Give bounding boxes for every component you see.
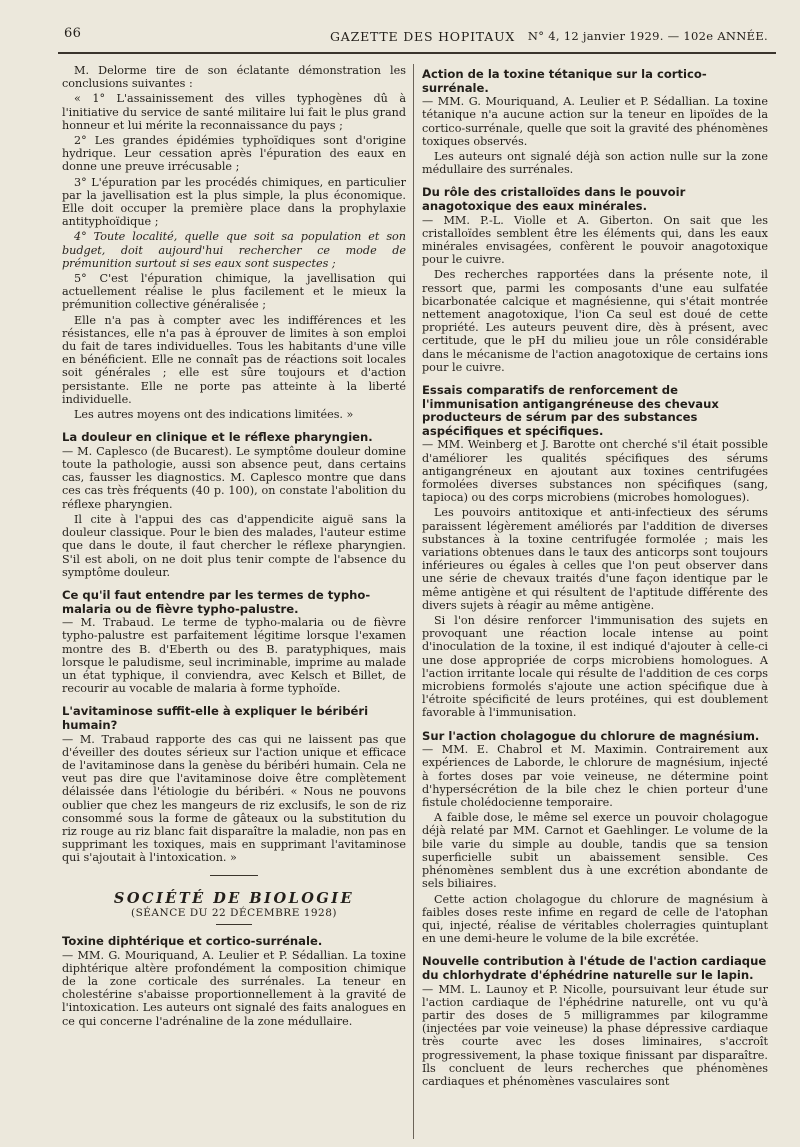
article-title: Action de la toxine tétanique sur la cortico-surrénale. [422, 67, 707, 95]
paragraph: — MM. E. Chabrol et M. Maximin. Contrairement aux expériences de Laborde, le chlorure de magnésium, injecté à fortes doses par voie veineuse, ne détermine point d'hypersécrétion de la bile chez le chien porteur d'une fistule cholédocienne temporaire. [422, 743, 768, 810]
article-title: Toxine diphtérique et cortico-surrénale. [62, 933, 323, 948]
paragraph: 5° C'est l'épuration chimique, la javellisation qui actuellement réalise le plus facilement et le mieux la prémunition collective généralisée ; [62, 272, 406, 312]
paragraph: — MM. G. Mouriquand, A. Leulier et P. Sédallian. La toxine diphtérique altère profondément la composition chimique de la zone corticale des surrénales. La teneur en cholestérine s'abaisse proportionnellement à la gravité de l'intoxication. Les auteurs ont signalé des faits analogues en ce qui concerne l'adrénaline de la zone médullaire. [62, 948, 406, 1028]
article-title: Essais comparatifs de renforcement de l'immunisation antigangréneuse des chevaux producteurs de sérum par des substances aspécifiques et spécifiques. [422, 383, 719, 438]
paragraph: Les pouvoirs antitoxique et anti-infectieux des sérums paraissent légèrement améliorés par l'addition de diverses substances à la toxine centrifugée formolée ; mais les variations obtenues dans le taux des anticorps sont toujours inférieures ou égales à celles que l'on peut observer dans une série de chevaux traités d'une façon identique par le même antigène et qui résultent de l'aptitude différente des divers sujets à réagir au même antigène. [422, 506, 768, 612]
column-divider [413, 64, 414, 1139]
paragraph: — MM. P.-L. Violle et A. Giberton. On sait que les cristalloïdes semblent être les éléments qui, dans les eaux minérales envisagées, confèrent le pouvoir anagotoxique pour le cuivre. [422, 213, 768, 267]
paragraph: Des recherches rapportées dans la présente note, il ressort que, parmi les composants d'une eau sulfatée bicarbonatée calcique et magnésienne, qui s'était montrée nettement anagotoxique, l'ion Ca seul est doué de cette propriété. Les auteurs peuvent dire, dès à présent, avec certitude, que le pH du milieu joue un rôle considérable dans le mécanisme de l'action anagotoxique de certains ions pour le cuivre. [422, 268, 768, 374]
article-heading [62, 589, 406, 616]
issue-info: N° 4, 12 janvier 1929. — 102e ANNÉE. [527, 29, 768, 43]
paragraph: Les auteurs ont signalé déjà son action nulle sur la zone médullaire des surrénales. [422, 150, 768, 177]
paragraph: 4° Toute localité, quelle que soit sa population et son budget, doit aujourd'hui rechercher ce mode de prémunition surtout si ses eaux sont suspectes ; [62, 230, 406, 270]
article-heading [422, 955, 768, 982]
paragraph: — M. Trabaud. Le terme de typho-malaria ou de fièvre typho-palustre est parfaitement légitime lorsque l'examen montre des B. d'Eberth ou des B. paratyphiques, mais lorsque le paludisme, seul incriminable, imprime au malade un état typhique, il conviendra, avec Kelsch et Billet, de recourir au vocable de malaria à forme typhoïde. [62, 616, 406, 696]
paragraph: — MM. L. Launoy et P. Nicolle, poursuivant leur étude sur l'action cardiaque de l'éphédrine naturelle, ont vu qu'à partir des doses de 5 milligrammes par kilogramme (injectées par voie veineuse) la phase dépressive cardiaque très courte avec les doses liminaires, s'accroît progressivement, la phase toxique finissant par disparaître. Ils concluent de leurs recherches que phénomènes cardiaques et phénomènes vasculaires sont [422, 982, 768, 1088]
paragraph: 2° Les grandes épidémies typhoïdiques sont d'origine hydrique. Leur cessation après l'épuration des eaux en donne une preuve irrécusable ; [62, 134, 406, 174]
article-title: Nouvelle contribution à l'étude de l'action cardiaque du chlorhydrate d'éphédrine naturelle sur le lapin. [422, 954, 767, 982]
left-column [62, 64, 406, 1139]
section-rule [216, 924, 252, 925]
article-heading [422, 186, 768, 213]
article-title: La douleur en clinique et le réflexe pharyngien. [62, 430, 373, 445]
paragraph: Cette action cholagogue du chlorure de magnésium à faibles doses reste infime en regard de celle de l'atophan qui, injecté, réalise de véritables cholerragies quintuplant en une demi-heure le volume de la bile excrétée. [422, 892, 768, 946]
paragraph: Si l'on désire renforcer l'immunisation des sujets en provoquant une réaction locale intense au point d'inoculation de la toxine, il est indiqué d'ajouter à celle-ci une dose appropriée de corps microbiens homologues. A l'action irritante locale qui résulte de l'addition de ces corps microbiens formolés s'ajoute une action spécifique due à l'étroite spécificité de leurs protéines, qui est doublement favorable à l'immunisation. [422, 614, 768, 720]
paragraph: Elle n'a pas à compter avec les indifférences et les résistances, elle n'a pas à éprouver de limites à son emploi du fait de tares individuelles. Tous les habitants d'une ville en bénéficient. Elle ne connaît pas de réactions soit locales soit générales ; elle est sûre toujours et d'action persistante. Elle ne porte pas atteinte à la liberté individuelle. [62, 313, 406, 406]
article-heading [422, 384, 768, 438]
paragraph: — M. Caplesco (de Bucarest). Le symptôme douleur domine toute la pathologie, aussi son absence peut, dans certains cas, fausser les diagnostics. M. Caplesco montre que dans ces cas très fréquents (40 p. 100), on constate l'abolition du réflexe pharyngien. [62, 444, 406, 511]
right-column [422, 64, 768, 1139]
paragraph: Les autres moyens ont des indications limitées. » [74, 408, 354, 422]
paragraph: — M. Trabaud rapporte des cas qui ne laissent pas que d'éveiller des doutes sérieux sur l'action unique et efficace de l'avitaminose dans la genèse du béribéri humain. Cela ne veut pas dire que l'avitaminose doive être complètement délaissée dans l'étiologie du béribéri. « Nous ne pouvons oublier que chez les mangeurs de riz exclusifs, le son de riz consommé sous la forme de gâteaux ou la substitution du riz rouge au riz blanc fait disparaître la maladie, non pas en supprimant les toxiques, mais en supprimant l'avitaminose qui s'ajoutait à l'intoxication. » [62, 732, 406, 865]
paragraph: — MM. Weinberg et J. Barotte ont cherché s'il était possible d'améliorer les qualités spécifiques des sérums antigangréneux en ajoutant aux toxines centrifugées formolées diverses substances non spécifiques (sang, tapioca) ou des corps microbiens (microbes homologues). [422, 438, 768, 505]
article-title: Sur l'action cholagogue du chlorure de magnésium. [422, 728, 760, 743]
paragraph: 3° L'épuration par les procédés chimiques, en particulier par la javellisation est la plus simple, la plus économique. Elle doit occuper la première place dans la prophylaxie antityphoïdique ; [62, 175, 406, 229]
article-heading [422, 68, 768, 95]
page-header [62, 24, 774, 50]
article-title: Du rôle des cristalloïdes dans le pouvoir anagotoxique des eaux minérales. [422, 185, 686, 213]
article-title: Ce qu'il faut entendre par les termes de typho-malaria ou de fièvre typho-palustre. [62, 587, 371, 616]
paragraph: — MM. G. Mouriquand, A. Leulier et P. Sédallian. La toxine tétanique n'a aucune action sur la teneur en lipoïdes de la cortico-surrénale, quelle que soit la gravité des phénomènes toxiques observés. [422, 95, 768, 148]
page-number: 66 [64, 26, 82, 41]
header-rule [58, 52, 776, 54]
paragraph: M. Delorme tire de son éclatante démonstration les conclusions suivantes : [62, 64, 406, 91]
article-heading [422, 730, 768, 744]
section-rule [210, 875, 258, 876]
article-heading [62, 431, 406, 445]
section-subtitle: (SÉANCE DU 22 DÉCEMBRE 1928) [130, 906, 338, 919]
section-title: SOCIÉTÉ DE BIOLOGIE [113, 889, 355, 907]
article-heading [62, 705, 406, 732]
paragraph: « 1° L'assainissement des villes typhogènes dû à l'initiative du service de santé militaire lui fait le plus grand honneur et lui mérite la reconnaissance du pays ; [62, 92, 406, 132]
article-heading [62, 935, 406, 949]
journal-title: GAZETTE DES HOPITAUX [330, 29, 516, 44]
article-title: L'avitaminose suffit-elle à expliquer le béribéri humain? [62, 704, 369, 732]
paragraph: A faible dose, le même sel exerce un pouvoir cholagogue déjà relaté par MM. Carnot et Gaehlinger. Le volume de la bile varie du simple au double, tandis que sa tension superficielle subit un abaissement sensible. Ces phénomènes semblent dus à une excrétion abondante de sels biliaires. [422, 811, 768, 891]
paragraph: Il cite à l'appui des cas d'appendicite aiguë sans la douleur classique. Pour le bien des malades, l'auteur estime que dans le doute, il faut chercher le réflexe pharyngien. S'il est aboli, on ne doit plus tenir compte de l'absence du symptôme douleur. [62, 512, 406, 579]
